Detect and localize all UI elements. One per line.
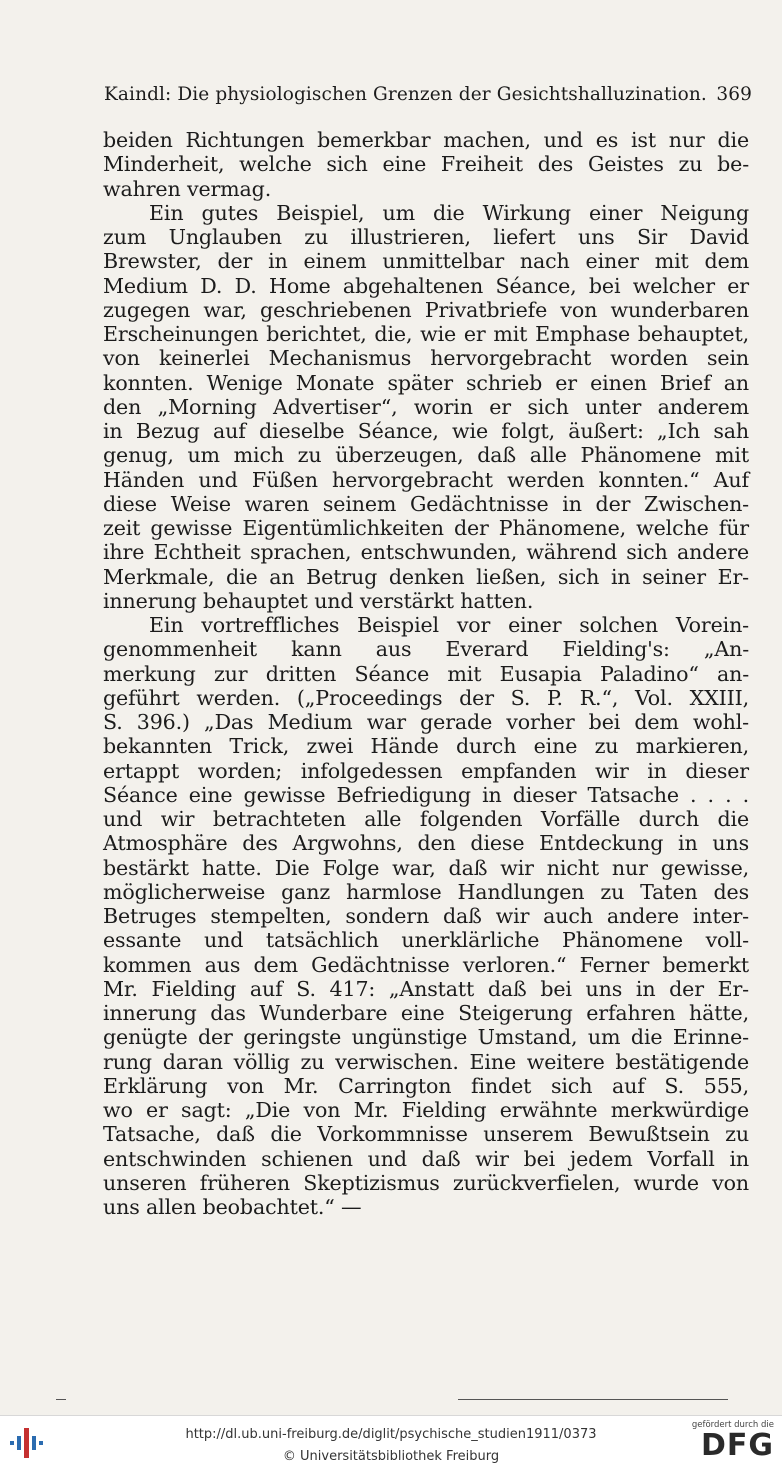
text-line: und wir betrachteten alle folgenden Vorfälle durch die: [103, 807, 749, 831]
text-line: Brewster, der in einem unmittelbar nach einer mit dem: [103, 249, 749, 274]
text-line: ertappt worden; infolgedessen empfanden wir in dieser: [103, 758, 749, 783]
text-line: zum Unglauben zu illustrieren, liefert uns Sir David: [103, 225, 749, 249]
text-line: Merkmale, die an Betrug denken ließen, sich in seiner Er-: [103, 564, 749, 589]
text-line: Minderheit, welche sich eine Freiheit des Geistes zu be-: [103, 152, 749, 177]
footer-rule-left: [56, 1399, 66, 1400]
text-line: wahren vermag.: [103, 176, 272, 201]
text-line: kommen aus dem Gedächtnisse verloren.“ Ferner bemerkt: [103, 952, 749, 977]
text-line: den „Morning Advertiser“, worin er sich unter anderem: [103, 394, 749, 419]
body-text: [103, 128, 749, 1219]
text-line: ihre Echtheit sprachen, entschwunden, während sich andere: [103, 540, 749, 565]
text-line: Ein vortreffliches Beispiel vor einer solchen Vorein-: [149, 613, 749, 637]
running-head-title: Kaindl: Die physiologischen Grenzen der Gesichtshalluzination.: [104, 84, 707, 105]
text-line: rung daran völlig zu verwischen. Eine weitere bestätigende: [103, 1049, 749, 1074]
digitization-footer: [0, 1415, 782, 1470]
text-line: diese Weise waren seinem Gedächtnisse in der Zwischen-: [103, 491, 749, 516]
text-line: beiden Richtungen bemerkbar machen, und es ist nur die: [103, 128, 749, 152]
text-line: bekannten Trick, zwei Hände durch eine zu markieren,: [103, 734, 749, 759]
text-line: genommenheit kann aus Everard Fielding's: „An-: [103, 637, 749, 662]
text-line: essante und tatsächlich unerklärliche Phänomene voll-: [103, 928, 749, 953]
dfg-wordmark: DFG: [700, 1428, 774, 1463]
text-line: Händen und Füßen hervorgebracht werden konnten.“ Auf: [103, 467, 749, 492]
footer-rule-right: [458, 1399, 728, 1400]
text-line: konnten. Wenige Monate später schrieb er einen Brief an: [103, 370, 749, 395]
text-line: zeit gewisse Eigentümlichkeiten der Phänomene, welche für: [103, 516, 749, 540]
text-line: S. 396.) „Das Medium war gerade vorher bei dem wohl-: [103, 710, 749, 734]
text-line: in Bezug auf dieselbe Séance, wie folgt, äußert: „Ich sah: [103, 419, 749, 443]
copyright-notice: © Universitätsbibliothek Freiburg: [282, 1449, 500, 1464]
text-line: von keinerlei Mechanismus hervorgebracht worden sein: [103, 346, 749, 371]
text-line: Ein gutes Beispiel, um die Wirkung einer Neigung: [149, 200, 749, 225]
text-line: genug, um mich zu überzeugen, daß alle Phänomene mit: [103, 443, 749, 468]
dfg-logo: [684, 1420, 774, 1468]
running-head: [104, 84, 752, 105]
text-line: uns allen beobachtet.“ —: [103, 1195, 362, 1219]
text-line: wo er sagt: „Die von Mr. Fielding erwähnte merkwürdige: [103, 1098, 749, 1122]
text-line: Atmosphäre des Argwohns, den diese Entdeckung in uns: [103, 831, 749, 856]
text-line: Betruges stempelten, sondern daß wir auch andere inter-: [103, 904, 749, 928]
text-line: möglicherweise ganz harmlose Handlungen zu Taten des: [103, 879, 749, 904]
dfg-funding-text: gefördert durch die: [691, 1420, 774, 1430]
document-url[interactable]: http://dl.ub.uni-freiburg.de/diglit/psychische_studien1911/0373: [185, 1427, 597, 1442]
text-line: Medium D. D. Home abgehaltenen Séance, bei welcher er: [103, 273, 749, 298]
text-line: entschwinden schienen und daß wir bei jedem Vorfall in: [103, 1146, 749, 1171]
text-line: innerung das Wunderbare eine Steigerung erfahren hätte,: [103, 1001, 749, 1025]
text-line: Erscheinungen berichtet, die, wie er mit Emphase behauptet,: [103, 322, 749, 346]
text-line: bestärkt hatte. Die Folge war, daß wir nicht nur gewisse,: [103, 855, 749, 880]
text-line: genügte der geringste ungünstige Umstand, um die Erinne-: [103, 1025, 749, 1050]
text-line: zugegen war, geschriebenen Privatbriefe von wunderbaren: [103, 297, 749, 322]
text-line: Séance eine gewisse Befriedigung in dieser Tatsache . . . .: [103, 782, 749, 807]
text-line: innerung behauptet und verstärkt hatten.: [103, 588, 534, 613]
text-line: geführt werden. („Proceedings der S. P. R.“, Vol. XXIII,: [103, 685, 749, 710]
page-number: 369: [716, 84, 752, 105]
text-line: Mr. Fielding auf S. 417: „Anstatt daß bei uns in der Er-: [103, 976, 749, 1001]
text-line: Erklärung von Mr. Carrington findet sich auf S. 555,: [103, 1073, 749, 1098]
text-line: merkung zur dritten Séance mit Eusapia Paladino“ an-: [103, 661, 749, 686]
text-line: Tatsache, daß die Vorkommnisse unserem Bewußtsein zu: [103, 1122, 749, 1147]
text-line: unseren früheren Skeptizismus zurückverfielen, wurde von: [103, 1170, 749, 1195]
